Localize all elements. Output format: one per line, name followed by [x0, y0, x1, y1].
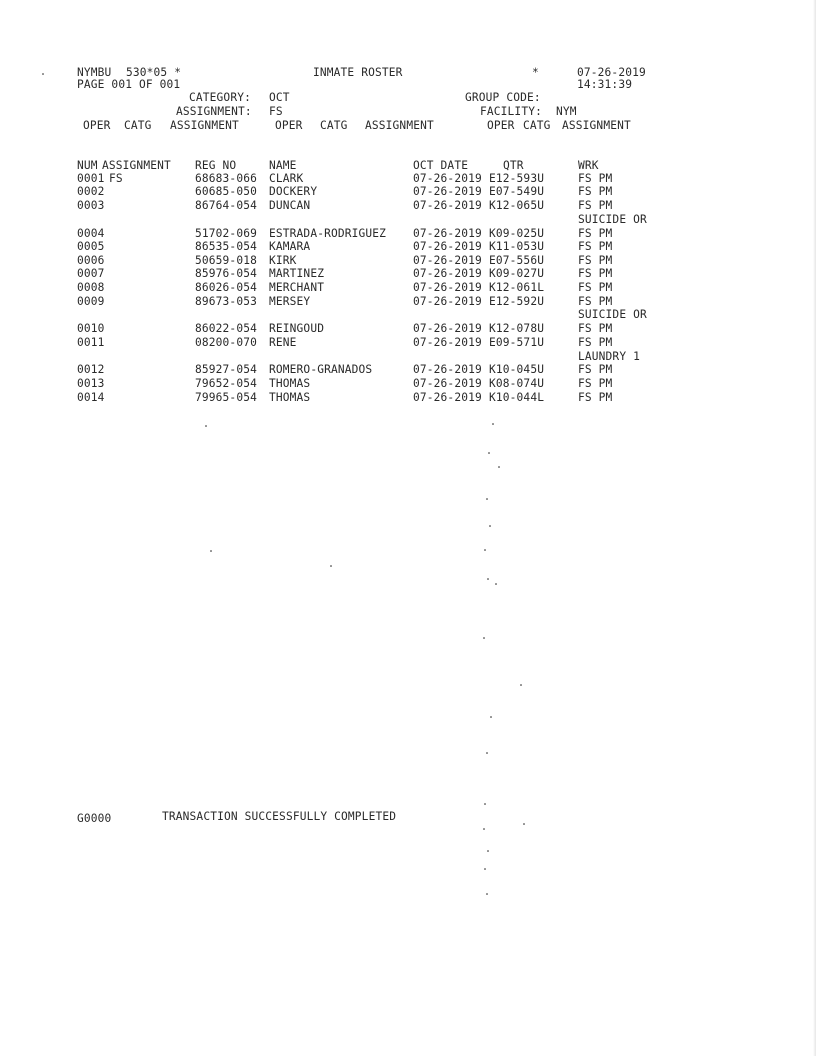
oper-header-3: OPER [487, 119, 515, 132]
col-header-reg-no: REG NO [195, 159, 237, 172]
cell-wrk: FS PM [578, 172, 613, 185]
report-title: INMATE ROSTER [313, 66, 403, 79]
catg-header-1: CATG [124, 119, 152, 132]
cell-wrk: FS PM [578, 336, 613, 349]
cell-wrk: FS PM [578, 295, 613, 308]
table-row [0, 186, 816, 199]
cell-name: DUNCAN [269, 199, 311, 212]
table-row [0, 268, 816, 281]
cell-qtr: K12-061L [489, 281, 545, 294]
cell-name: THOMAS [269, 391, 311, 404]
cell-wrk: FS PM [578, 267, 613, 280]
cell-qtr: K09-025U [489, 227, 545, 240]
job-code: 530*05 * [126, 66, 182, 79]
cell-oct-date: 07-26-2019 [413, 391, 482, 404]
cell-reg-no: 86535-054 [195, 240, 257, 253]
cell-name: MERCHANT [269, 281, 325, 294]
table-row [0, 337, 816, 350]
cell-num: 0009 [77, 295, 105, 308]
cell-oct-date: 07-26-2019 [413, 377, 482, 390]
table-row [0, 241, 816, 254]
cell-qtr: K11-053U [489, 240, 545, 253]
cell-wrk: FS PM [578, 227, 613, 240]
cell-name: DOCKERY [269, 185, 318, 198]
report-time: 14:31:39 [577, 78, 633, 91]
cell-oct-date: 07-26-2019 [413, 363, 482, 376]
cell-name: MERSEY [269, 295, 311, 308]
cell-wrk: FS PM [578, 377, 613, 390]
cell-wrk: FS PM [578, 199, 613, 212]
cell-oct-date: 07-26-2019 [413, 227, 482, 240]
table-row [0, 173, 816, 186]
cell-name: REINGOUD [269, 322, 325, 335]
assignment-value: FS [269, 105, 283, 118]
cell-qtr: E07-549U [489, 185, 545, 198]
cell-oct-date: 07-26-2019 [413, 172, 482, 185]
cell-extra: LAUNDRY 1 [578, 350, 640, 363]
col-header-name: NAME [269, 159, 297, 172]
cell-oct-date: 07-26-2019 [413, 295, 482, 308]
cell-reg-no: 79652-054 [195, 377, 257, 390]
cell-reg-no: 51702-069 [195, 227, 257, 240]
table-row [0, 378, 816, 391]
cell-num: 0006 [77, 254, 105, 267]
cell-name: CLARK [269, 172, 304, 185]
cell-num: 0007 [77, 267, 105, 280]
report-date: 07-26-2019 [577, 66, 646, 79]
cell-wrk: FS PM [578, 185, 613, 198]
cell-num: 0013 [77, 377, 105, 390]
col-header-num: NUM [77, 159, 98, 172]
cell-wrk: FS PM [578, 391, 613, 404]
cell-qtr: E12-592U [489, 295, 545, 308]
cell-reg-no: 50659-018 [195, 254, 257, 267]
status-code: G0000 [77, 812, 112, 825]
cell-reg-no: 79965-054 [195, 391, 257, 404]
cell-qtr: K08-074U [489, 377, 545, 390]
cell-oct-date: 07-26-2019 [413, 336, 482, 349]
category-value: OCT [269, 91, 290, 104]
oper-header-2: OPER [275, 119, 303, 132]
cell-num: 0008 [77, 281, 105, 294]
cell-qtr: E07-556U [489, 254, 545, 267]
page-indicator: PAGE 001 OF 001 [77, 78, 181, 91]
cell-oct-date: 07-26-2019 [413, 254, 482, 267]
oper-header-1: OPER [83, 119, 111, 132]
catg-header-3: CATG [523, 119, 551, 132]
cell-reg-no: 08200-070 [195, 336, 257, 349]
table-row [0, 364, 816, 377]
cell-assignment: FS [109, 172, 123, 185]
cell-num: 0010 [77, 322, 105, 335]
cell-oct-date: 07-26-2019 [413, 281, 482, 294]
cell-wrk: FS PM [578, 254, 613, 267]
cell-num: 0003 [77, 199, 105, 212]
cell-name: KIRK [269, 254, 297, 267]
cell-name: MARTINEZ [269, 267, 325, 280]
cell-num: 0001 [77, 172, 105, 185]
catg-header-2: CATG [320, 119, 348, 132]
cell-name: ROMERO-GRANADOS [269, 363, 373, 376]
facility-label: FACILITY: [480, 105, 542, 118]
cell-qtr: E12-593U [489, 172, 545, 185]
cell-reg-no: 60685-050 [195, 185, 257, 198]
cell-oct-date: 07-26-2019 [413, 185, 482, 198]
col-header-assignment: ASSIGNMENT [102, 159, 171, 172]
header-asterisk: * [532, 66, 539, 79]
cell-qtr: K10-045U [489, 363, 545, 376]
group-code-label: GROUP CODE: [465, 91, 541, 104]
system-id: NYMBU [77, 66, 112, 79]
cell-qtr: K10-044L [489, 391, 545, 404]
category-label: CATEGORY: [189, 91, 251, 104]
cell-num: 0005 [77, 240, 105, 253]
col-header-wrk: WRK [578, 159, 599, 172]
cell-oct-date: 07-26-2019 [413, 240, 482, 253]
facility-value: NYM [556, 105, 577, 118]
cell-reg-no: 89673-053 [195, 295, 257, 308]
cell-reg-no: 85927-054 [195, 363, 257, 376]
cell-qtr: K12-065U [489, 199, 545, 212]
col-header-qtr: QTR [503, 159, 524, 172]
cell-name: THOMAS [269, 377, 311, 390]
cell-name: RENE [269, 336, 297, 349]
cell-num: 0004 [77, 227, 105, 240]
cell-extra: SUICIDE OR [578, 213, 647, 226]
cell-qtr: E09-571U [489, 336, 545, 349]
cell-reg-no: 85976-054 [195, 267, 257, 280]
cell-num: 0014 [77, 391, 105, 404]
cell-oct-date: 07-26-2019 [413, 199, 482, 212]
cell-reg-no: 86026-054 [195, 281, 257, 294]
assignment-label: ASSIGNMENT: [176, 105, 252, 118]
cell-name: KAMARA [269, 240, 311, 253]
cell-reg-no: 68683-066 [195, 172, 257, 185]
cell-oct-date: 07-26-2019 [413, 267, 482, 280]
col-header-oct-date: OCT DATE [413, 159, 469, 172]
table-row [0, 282, 816, 295]
table-row [0, 200, 816, 213]
assignment-header-3: ASSIGNMENT [562, 119, 631, 132]
cell-qtr: K09-027U [489, 267, 545, 280]
table-row [0, 323, 816, 336]
cell-wrk: FS PM [578, 363, 613, 376]
assignment-header-2: ASSIGNMENT [365, 119, 434, 132]
table-row [0, 255, 816, 268]
cell-num: 0002 [77, 185, 105, 198]
cell-num: 0012 [77, 363, 105, 376]
cell-wrk: FS PM [578, 240, 613, 253]
cell-qtr: K12-078U [489, 322, 545, 335]
cell-num: 0011 [77, 336, 105, 349]
table-row [0, 228, 816, 241]
table-row [0, 392, 816, 405]
cell-oct-date: 07-26-2019 [413, 322, 482, 335]
cell-extra: SUICIDE OR [578, 308, 647, 321]
table-row [0, 296, 816, 309]
cell-name: ESTRADA-RODRIGUEZ [269, 227, 387, 240]
cell-reg-no: 86764-054 [195, 199, 257, 212]
cell-wrk: FS PM [578, 322, 613, 335]
assignment-header-1: ASSIGNMENT [170, 119, 239, 132]
status-message: TRANSACTION SUCCESSFULLY COMPLETED [162, 810, 397, 823]
cell-wrk: FS PM [578, 281, 613, 294]
cell-reg-no: 86022-054 [195, 322, 257, 335]
